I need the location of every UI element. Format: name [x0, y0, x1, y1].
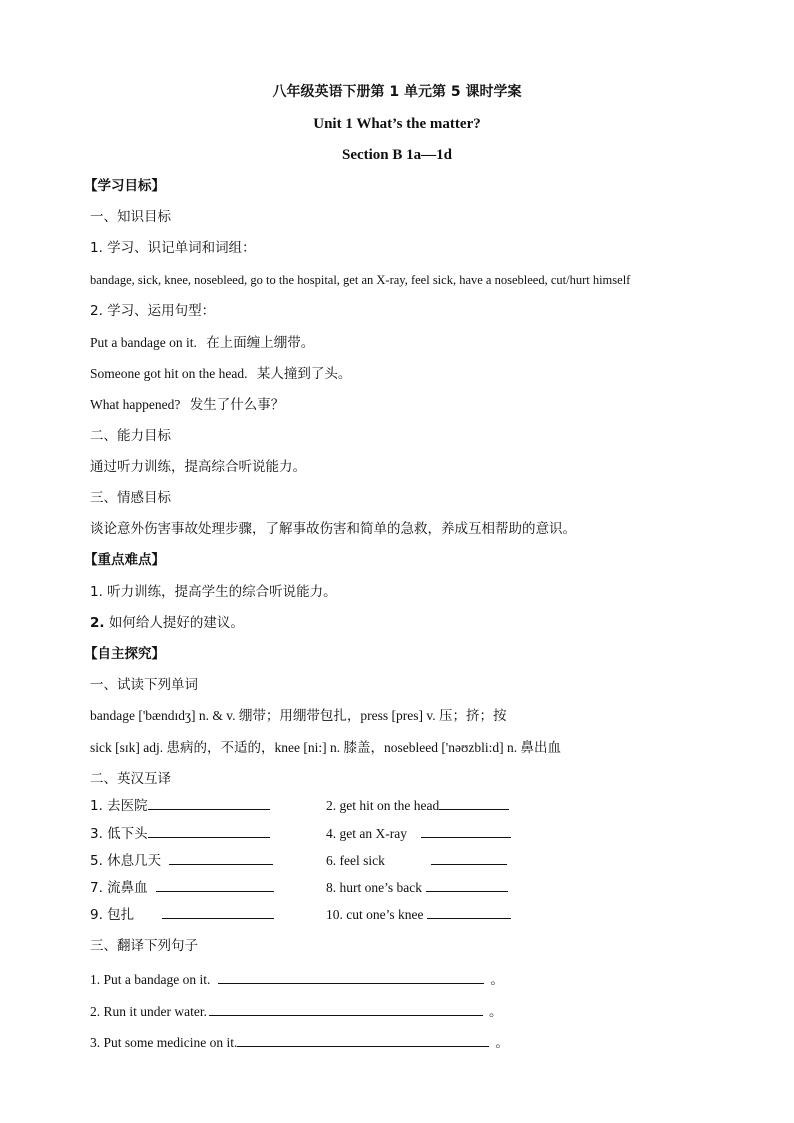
knowledge-heading: 一、知识目标 — [90, 209, 171, 225]
pair-left: 7. 流鼻血 — [90, 877, 274, 897]
emotion-heading: 三、情感目标 — [90, 490, 171, 506]
answer-blank[interactable] — [218, 969, 484, 984]
sentence-cn: 发生了什么事？ — [189, 397, 285, 413]
sentence-row — [90, 365, 351, 383]
sentence-en: What happened? — [90, 397, 181, 412]
translate-item: 2. Run it under water. 。 — [90, 1001, 502, 1021]
answer-blank[interactable] — [156, 877, 274, 892]
pair-right: 10. cut one’s knee — [326, 904, 511, 924]
part2-heading: 二、英汉互译 — [90, 771, 171, 787]
key-point-text: 如何给人提好的建议。 — [104, 615, 244, 631]
doc-title: 八年级英语下册第 1 单元第 5 课时学案 — [272, 84, 522, 100]
sentence-row — [90, 396, 284, 414]
part1-heading: 一、试读下列单词 — [90, 677, 198, 693]
goal-item-2: 2. 学习、运用句型： — [90, 303, 216, 319]
answer-blank[interactable] — [148, 795, 270, 810]
ability-text: 通过听力训练，提高综合听说能力。 — [90, 459, 306, 475]
answer-blank[interactable] — [162, 904, 274, 919]
vocab-line: sick [sɪk] adj. 患病的，不适的，knee [ni:] n. 膝盖，nosebleed ['nəʊzbli:d] n. 鼻出血 — [90, 740, 562, 755]
vocab-line: bandage ['bændɪdʒ] n. & v. 绷带；用绷带包扎，press [pres] v. 压；挤；按 — [90, 708, 507, 723]
pair-right: 6. feel sick — [326, 850, 507, 870]
answer-blank[interactable] — [169, 850, 273, 865]
sentence-en: Put a bandage on it. — [90, 335, 197, 350]
answer-blank[interactable] — [148, 823, 270, 838]
pair-right: 2. get hit on the head — [326, 795, 509, 815]
pair-left: 3. 低下头 — [90, 823, 270, 843]
answer-blank[interactable] — [426, 877, 508, 892]
pair-left: 5. 休息几天 — [90, 850, 273, 870]
answer-blank[interactable] — [209, 1001, 483, 1016]
answer-blank[interactable] — [421, 823, 511, 838]
translate-item: 1. Put a bandage on it. 。 — [90, 969, 504, 989]
key-points-heading: 【重点难点】 — [84, 552, 165, 568]
key-point-1: 1. 听力训练，提高学生的综合听说能力。 — [90, 584, 337, 600]
unit-title: Unit 1 What’s the matter? — [313, 116, 481, 132]
sentence-en: Someone got hit on the head. — [90, 366, 248, 381]
goals-heading: 【学习目标】 — [84, 178, 165, 194]
pair-right: 4. get an X-ray — [326, 823, 511, 843]
answer-blank[interactable] — [237, 1032, 489, 1047]
section-title: Section B 1a—1d — [341, 147, 452, 163]
part3-heading: 三、翻译下列句子 — [90, 938, 198, 954]
answer-blank[interactable] — [427, 904, 511, 919]
key-point-2 — [90, 614, 244, 632]
pair-left: 9. 包扎 — [90, 904, 274, 924]
ability-heading: 二、能力目标 — [90, 428, 171, 444]
explore-heading: 【自主探究】 — [84, 646, 165, 662]
sentence-row — [90, 334, 314, 352]
answer-blank[interactable] — [431, 850, 507, 865]
pair-right: 8. hurt one’s back — [326, 877, 508, 897]
key-point-number: 2. — [90, 615, 105, 631]
answer-blank[interactable] — [439, 795, 509, 810]
sentence-cn: 某人撞到了头。 — [256, 366, 352, 382]
pair-left: 1. 去医院 — [90, 795, 270, 815]
emotion-text: 谈论意外伤害事故处理步骤，了解事故伤害和简单的急救，养成互相帮助的意识。 — [90, 521, 576, 537]
goal-item-1: 1. 学习、识记单词和词组： — [90, 240, 256, 256]
sentence-cn: 在上面缠上绷带。 — [206, 335, 315, 351]
translate-item: 3. Put some medicine on it. 。 — [90, 1032, 509, 1052]
words-list: bandage, sick, knee, nosebleed, go to the hospital, get an X-ray, feel sick, have a nosebleed, cut/hurt himself — [90, 273, 631, 287]
